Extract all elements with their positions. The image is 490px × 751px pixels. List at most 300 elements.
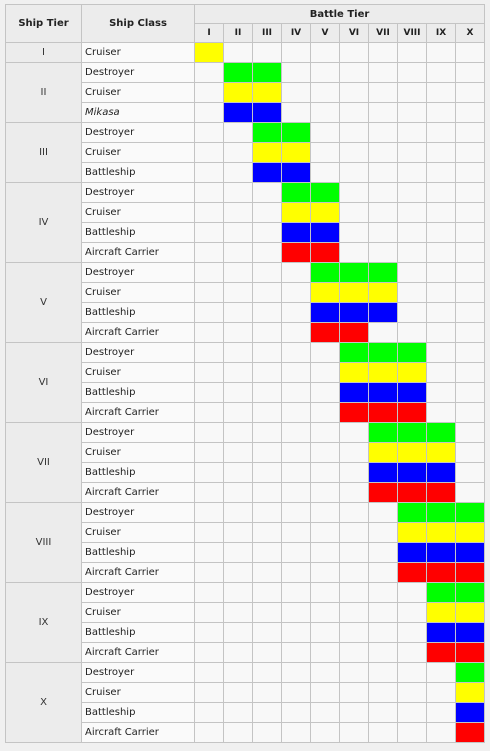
- battle-tier-filled-cell: [224, 83, 253, 103]
- ship-class-label: Battleship: [82, 223, 195, 243]
- battle-tier-filled-cell: [311, 183, 340, 203]
- ship-class-label: Cruiser: [82, 443, 195, 463]
- battle-tier-empty-cell: [311, 143, 340, 163]
- battle-tier-empty-cell: [253, 403, 282, 423]
- battle-tier-empty-cell: [427, 143, 456, 163]
- battle-tier-empty-cell: [340, 663, 369, 683]
- battle-tier-empty-cell: [398, 683, 427, 703]
- ship-row: [6, 263, 485, 283]
- ship-tier-label: V: [6, 263, 82, 343]
- ship-tier-header: Ship Tier: [6, 5, 82, 43]
- battle-tier-empty-cell: [398, 223, 427, 243]
- battle-tier-filled-cell: [427, 623, 456, 643]
- battle-tier-empty-cell: [456, 43, 485, 63]
- battle-tier-empty-cell: [282, 383, 311, 403]
- battle-tier-empty-cell: [456, 423, 485, 443]
- battle-tier-empty-cell: [282, 443, 311, 463]
- battle-tier-empty-cell: [311, 423, 340, 443]
- battle-tier-empty-cell: [282, 683, 311, 703]
- battle-tier-empty-cell: [398, 263, 427, 283]
- battle-tier-empty-cell: [224, 163, 253, 183]
- battle-tier-empty-cell: [311, 563, 340, 583]
- battle-tier-empty-cell: [311, 443, 340, 463]
- battle-tier-empty-cell: [398, 123, 427, 143]
- battle-tier-empty-cell: [340, 703, 369, 723]
- battle-tier-empty-cell: [195, 243, 224, 263]
- battle-tier-empty-cell: [195, 323, 224, 343]
- battle-tier-empty-cell: [369, 563, 398, 583]
- battle-tier-empty-cell: [340, 163, 369, 183]
- ship-row: [6, 43, 485, 63]
- battle-tier-empty-cell: [224, 683, 253, 703]
- battle-tier-empty-cell: [427, 243, 456, 263]
- battle-tier-filled-cell: [456, 563, 485, 583]
- battle-tier-empty-cell: [398, 43, 427, 63]
- battle-tier-empty-cell: [282, 643, 311, 663]
- battle-tier-iv: IV: [282, 24, 311, 43]
- battle-tier-filled-cell: [427, 463, 456, 483]
- battle-tier-empty-cell: [340, 683, 369, 703]
- battle-tier-empty-cell: [195, 683, 224, 703]
- battle-tier-empty-cell: [456, 403, 485, 423]
- battle-tier-empty-cell: [282, 403, 311, 423]
- battle-tier-empty-cell: [253, 423, 282, 443]
- battle-tier-empty-cell: [427, 323, 456, 343]
- battle-tier-empty-cell: [369, 103, 398, 123]
- battle-tier-empty-cell: [253, 583, 282, 603]
- battle-tier-empty-cell: [282, 623, 311, 643]
- ship-class-label: Destroyer: [82, 183, 195, 203]
- ship-row: [6, 123, 485, 143]
- battle-tier-ii: II: [224, 24, 253, 43]
- battle-tier-v: V: [311, 24, 340, 43]
- battle-tier-filled-cell: [311, 243, 340, 263]
- battle-tier-filled-cell: [427, 583, 456, 603]
- matchmaking-table: [5, 4, 485, 743]
- battle-tier-empty-cell: [224, 403, 253, 423]
- battle-tier-empty-cell: [340, 623, 369, 643]
- battle-tier-empty-cell: [224, 483, 253, 503]
- battle-tier-empty-cell: [195, 703, 224, 723]
- ship-row: [6, 423, 485, 443]
- ship-tier-label: III: [6, 123, 82, 183]
- battle-tier-empty-cell: [253, 343, 282, 363]
- battle-tier-empty-cell: [282, 603, 311, 623]
- battle-tier-empty-cell: [427, 123, 456, 143]
- battle-tier-empty-cell: [195, 583, 224, 603]
- battle-tier-empty-cell: [311, 43, 340, 63]
- battle-tier-filled-cell: [398, 503, 427, 523]
- battle-tier-empty-cell: [311, 683, 340, 703]
- battle-tier-empty-cell: [253, 283, 282, 303]
- battle-tier-empty-cell: [340, 203, 369, 223]
- battle-tier-filled-cell: [253, 143, 282, 163]
- ship-class-label: Battleship: [82, 383, 195, 403]
- battle-tier-empty-cell: [224, 383, 253, 403]
- battle-tier-empty-cell: [282, 723, 311, 743]
- battle-tier-empty-cell: [456, 283, 485, 303]
- battle-tier-empty-cell: [340, 643, 369, 663]
- battle-tier-filled-cell: [224, 103, 253, 123]
- battle-tier-empty-cell: [427, 263, 456, 283]
- battle-tier-empty-cell: [340, 563, 369, 583]
- battle-tier-empty-cell: [253, 43, 282, 63]
- ship-class-label: Aircraft Carrier: [82, 563, 195, 583]
- battle-tier-empty-cell: [253, 663, 282, 683]
- battle-tier-empty-cell: [253, 203, 282, 223]
- battle-tier-empty-cell: [195, 643, 224, 663]
- battle-tier-empty-cell: [253, 363, 282, 383]
- battle-tier-empty-cell: [340, 103, 369, 123]
- ship-class-label: Cruiser: [82, 523, 195, 543]
- battle-tier-empty-cell: [224, 243, 253, 263]
- battle-tier-empty-cell: [398, 303, 427, 323]
- battle-tier-empty-cell: [369, 123, 398, 143]
- battle-tier-empty-cell: [456, 443, 485, 463]
- battle-tier-filled-cell: [253, 63, 282, 83]
- ship-class-label: Destroyer: [82, 663, 195, 683]
- battle-tier-empty-cell: [340, 523, 369, 543]
- battle-tier-empty-cell: [195, 103, 224, 123]
- battle-tier-empty-cell: [253, 243, 282, 263]
- battle-tier-empty-cell: [369, 323, 398, 343]
- battle-tier-empty-cell: [456, 143, 485, 163]
- ship-class-label: Destroyer: [82, 583, 195, 603]
- battle-tier-empty-cell: [282, 563, 311, 583]
- battle-tier-empty-cell: [340, 443, 369, 463]
- battle-tier-empty-cell: [456, 183, 485, 203]
- battle-tier-empty-cell: [427, 43, 456, 63]
- battle-tier-empty-cell: [195, 403, 224, 423]
- battle-tier-empty-cell: [282, 363, 311, 383]
- battle-tier-empty-cell: [282, 543, 311, 563]
- battle-tier-empty-cell: [369, 583, 398, 603]
- battle-tier-empty-cell: [253, 563, 282, 583]
- ship-class-label: Battleship: [82, 543, 195, 563]
- battle-tier-filled-cell: [253, 103, 282, 123]
- battle-tier-empty-cell: [456, 363, 485, 383]
- battle-tier-filled-cell: [253, 123, 282, 143]
- ship-tier-label: VI: [6, 343, 82, 423]
- battle-tier-filled-cell: [427, 483, 456, 503]
- battle-tier-empty-cell: [195, 63, 224, 83]
- battle-tier-filled-cell: [427, 503, 456, 523]
- battle-tier-empty-cell: [398, 723, 427, 743]
- battle-tier-empty-cell: [224, 463, 253, 483]
- battle-tier-empty-cell: [340, 503, 369, 523]
- battle-tier-empty-cell: [195, 623, 224, 643]
- ship-class-label: Battleship: [82, 623, 195, 643]
- battle-tier-filled-cell: [369, 283, 398, 303]
- battle-tier-empty-cell: [195, 603, 224, 623]
- battle-tier-empty-cell: [456, 123, 485, 143]
- battle-tier-filled-cell: [282, 223, 311, 243]
- battle-tier-empty-cell: [195, 123, 224, 143]
- battle-tier-empty-cell: [398, 283, 427, 303]
- battle-tier-filled-cell: [311, 283, 340, 303]
- battle-tier-empty-cell: [224, 123, 253, 143]
- battle-tier-empty-cell: [398, 143, 427, 163]
- battle-tier-empty-cell: [369, 703, 398, 723]
- battle-tier-empty-cell: [369, 523, 398, 543]
- battle-tier-ix: IX: [427, 24, 456, 43]
- ship-class-label: Aircraft Carrier: [82, 323, 195, 343]
- battle-tier-empty-cell: [369, 203, 398, 223]
- battle-tier-empty-cell: [282, 63, 311, 83]
- battle-tier-empty-cell: [456, 483, 485, 503]
- battle-tier-empty-cell: [427, 63, 456, 83]
- battle-tier-empty-cell: [282, 423, 311, 443]
- battle-tier-i: I: [195, 24, 224, 43]
- battle-tier-empty-cell: [427, 383, 456, 403]
- battle-tier-empty-cell: [195, 523, 224, 543]
- battle-tier-empty-cell: [369, 663, 398, 683]
- battle-tier-empty-cell: [224, 143, 253, 163]
- battle-tier-empty-cell: [311, 663, 340, 683]
- ship-row: [6, 343, 485, 363]
- battle-tier-empty-cell: [427, 723, 456, 743]
- battle-tier-empty-cell: [282, 703, 311, 723]
- battle-tier-empty-cell: [195, 503, 224, 523]
- battle-tier-empty-cell: [224, 183, 253, 203]
- battle-tier-empty-cell: [369, 683, 398, 703]
- battle-tier-empty-cell: [224, 523, 253, 543]
- battle-tier-empty-cell: [224, 723, 253, 743]
- battle-tier-empty-cell: [427, 163, 456, 183]
- ship-class-label: Cruiser: [82, 43, 195, 63]
- battle-tier-empty-cell: [311, 583, 340, 603]
- battle-tier-filled-cell: [340, 303, 369, 323]
- ship-class-label: Cruiser: [82, 363, 195, 383]
- battle-tier-empty-cell: [427, 703, 456, 723]
- battle-tier-empty-cell: [253, 383, 282, 403]
- battle-tier-empty-cell: [369, 623, 398, 643]
- battle-tier-empty-cell: [398, 603, 427, 623]
- ship-tier-label: VIII: [6, 503, 82, 583]
- ship-tier-label: I: [6, 43, 82, 63]
- battle-tier-empty-cell: [340, 243, 369, 263]
- battle-tier-empty-cell: [224, 263, 253, 283]
- battle-tier-filled-cell: [369, 263, 398, 283]
- ship-class-label: Battleship: [82, 703, 195, 723]
- battle-tier-empty-cell: [224, 623, 253, 643]
- ship-tier-label: IX: [6, 583, 82, 663]
- battle-tier-empty-cell: [398, 163, 427, 183]
- battle-tier-empty-cell: [369, 643, 398, 663]
- battle-tier-x: X: [456, 24, 485, 43]
- battle-tier-empty-cell: [456, 383, 485, 403]
- battle-tier-filled-cell: [398, 523, 427, 543]
- battle-tier-filled-cell: [340, 263, 369, 283]
- battle-tier-empty-cell: [456, 343, 485, 363]
- battle-tier-empty-cell: [311, 383, 340, 403]
- battle-tier-empty-cell: [282, 263, 311, 283]
- battle-tier-filled-cell: [282, 163, 311, 183]
- battle-tier-empty-cell: [311, 83, 340, 103]
- battle-tier-filled-cell: [369, 463, 398, 483]
- battle-tier-empty-cell: [195, 463, 224, 483]
- battle-tier-empty-cell: [195, 443, 224, 463]
- battle-tier-filled-cell: [398, 423, 427, 443]
- battle-tier-empty-cell: [224, 503, 253, 523]
- battle-tier-filled-cell: [398, 383, 427, 403]
- battle-tier-empty-cell: [195, 223, 224, 243]
- battle-tier-empty-cell: [427, 223, 456, 243]
- battle-tier-filled-cell: [253, 163, 282, 183]
- battle-tier-empty-cell: [311, 703, 340, 723]
- battle-tier-filled-cell: [311, 303, 340, 323]
- battle-tier-empty-cell: [253, 443, 282, 463]
- battle-tier-empty-cell: [340, 123, 369, 143]
- battle-tier-empty-cell: [398, 323, 427, 343]
- battle-tier-empty-cell: [253, 703, 282, 723]
- battle-tier-empty-cell: [224, 703, 253, 723]
- battle-tier-filled-cell: [369, 383, 398, 403]
- battle-tier-empty-cell: [253, 503, 282, 523]
- ship-class-label: Destroyer: [82, 423, 195, 443]
- ship-tier-label: II: [6, 63, 82, 123]
- battle-tier-filled-cell: [369, 423, 398, 443]
- battle-tier-empty-cell: [427, 83, 456, 103]
- battle-tier-empty-cell: [224, 203, 253, 223]
- battle-tier-filled-cell: [282, 123, 311, 143]
- battle-tier-empty-cell: [224, 543, 253, 563]
- battle-tier-empty-cell: [282, 83, 311, 103]
- battle-tier-filled-cell: [456, 503, 485, 523]
- battle-tier-filled-cell: [369, 303, 398, 323]
- battle-tier-empty-cell: [340, 543, 369, 563]
- ship-row: [6, 663, 485, 683]
- battle-tier-empty-cell: [456, 223, 485, 243]
- battle-tier-empty-cell: [369, 183, 398, 203]
- battle-tier-empty-cell: [456, 103, 485, 123]
- battle-tier-filled-cell: [398, 563, 427, 583]
- battle-tier-empty-cell: [340, 83, 369, 103]
- battle-tier-empty-cell: [398, 183, 427, 203]
- battle-tier-empty-cell: [253, 623, 282, 643]
- battle-tier-empty-cell: [224, 283, 253, 303]
- battle-tier-empty-cell: [456, 203, 485, 223]
- battle-tier-filled-cell: [427, 423, 456, 443]
- battle-tier-filled-cell: [456, 663, 485, 683]
- battle-tier-empty-cell: [195, 423, 224, 443]
- battle-tier-empty-cell: [311, 403, 340, 423]
- battle-tier-empty-cell: [340, 483, 369, 503]
- battle-tier-empty-cell: [427, 103, 456, 123]
- ship-class-label: Aircraft Carrier: [82, 483, 195, 503]
- ship-row: [6, 583, 485, 603]
- battle-tier-empty-cell: [369, 243, 398, 263]
- battle-tier-filled-cell: [456, 623, 485, 643]
- ship-class-label: Destroyer: [82, 123, 195, 143]
- ship-tier-label: IV: [6, 183, 82, 263]
- battle-tier-empty-cell: [195, 483, 224, 503]
- battle-tier-empty-cell: [369, 603, 398, 623]
- ship-class-label: Aircraft Carrier: [82, 243, 195, 263]
- battle-tier-empty-cell: [311, 623, 340, 643]
- battle-tier-empty-cell: [253, 723, 282, 743]
- ship-class-label: Destroyer: [82, 343, 195, 363]
- battle-tier-empty-cell: [224, 583, 253, 603]
- battle-tier-filled-cell: [456, 603, 485, 623]
- battle-tier-empty-cell: [369, 63, 398, 83]
- battle-tier-empty-cell: [456, 323, 485, 343]
- battle-tier-empty-cell: [282, 283, 311, 303]
- battle-tier-empty-cell: [311, 463, 340, 483]
- battle-tier-filled-cell: [398, 363, 427, 383]
- battle-tier-vii: VII: [369, 24, 398, 43]
- battle-tier-empty-cell: [195, 163, 224, 183]
- battle-tier-empty-cell: [311, 163, 340, 183]
- battle-tier-empty-cell: [340, 223, 369, 243]
- battle-tier-empty-cell: [195, 363, 224, 383]
- battle-tier-empty-cell: [369, 543, 398, 563]
- battle-tier-empty-cell: [340, 183, 369, 203]
- battle-tier-empty-cell: [340, 463, 369, 483]
- battle-tier-filled-cell: [398, 403, 427, 423]
- ship-row: [6, 503, 485, 523]
- battle-tier-filled-cell: [311, 323, 340, 343]
- battle-tier-empty-cell: [369, 723, 398, 743]
- battle-tier-empty-cell: [340, 143, 369, 163]
- battle-tier-empty-cell: [282, 463, 311, 483]
- battle-tier-empty-cell: [427, 343, 456, 363]
- battle-tier-filled-cell: [311, 203, 340, 223]
- battle-tier-empty-cell: [253, 323, 282, 343]
- battle-tier-empty-cell: [282, 343, 311, 363]
- battle-tier-empty-cell: [224, 323, 253, 343]
- ship-row: [6, 63, 485, 83]
- battle-tier-filled-cell: [456, 643, 485, 663]
- battle-tier-empty-cell: [340, 63, 369, 83]
- battle-tier-empty-cell: [195, 143, 224, 163]
- ship-name-link[interactable]: Mikasa: [82, 103, 195, 123]
- battle-tier-empty-cell: [282, 483, 311, 503]
- battle-tier-empty-cell: [456, 163, 485, 183]
- ship-class-label: Battleship: [82, 303, 195, 323]
- battle-tier-empty-cell: [311, 643, 340, 663]
- battle-tier-filled-cell: [340, 363, 369, 383]
- battle-tier-empty-cell: [224, 423, 253, 443]
- battle-tier-empty-cell: [311, 123, 340, 143]
- battle-tier-filled-cell: [340, 403, 369, 423]
- battle-tier-filled-cell: [311, 223, 340, 243]
- ship-class-label: Cruiser: [82, 603, 195, 623]
- battle-tier-empty-cell: [195, 203, 224, 223]
- battle-tier-empty-cell: [224, 563, 253, 583]
- battle-tier-empty-cell: [282, 323, 311, 343]
- matchmaking-body: [6, 43, 485, 743]
- battle-tier-empty-cell: [369, 223, 398, 243]
- battle-tier-empty-cell: [253, 643, 282, 663]
- battle-tier-vi: VI: [340, 24, 369, 43]
- battle-tier-empty-cell: [253, 263, 282, 283]
- battle-tier-empty-cell: [311, 523, 340, 543]
- battle-tier-empty-cell: [427, 403, 456, 423]
- battle-tier-empty-cell: [282, 43, 311, 63]
- battle-tier-empty-cell: [340, 603, 369, 623]
- battle-tier-filled-cell: [369, 343, 398, 363]
- battle-tier-empty-cell: [195, 183, 224, 203]
- battle-tier-empty-cell: [369, 43, 398, 63]
- battle-tier-viii: VIII: [398, 24, 427, 43]
- battle-tier-filled-cell: [340, 283, 369, 303]
- battle-tier-filled-cell: [427, 523, 456, 543]
- battle-tier-empty-cell: [398, 583, 427, 603]
- battle-tier-empty-cell: [398, 703, 427, 723]
- battle-tier-empty-cell: [369, 83, 398, 103]
- battle-tier-filled-cell: [456, 723, 485, 743]
